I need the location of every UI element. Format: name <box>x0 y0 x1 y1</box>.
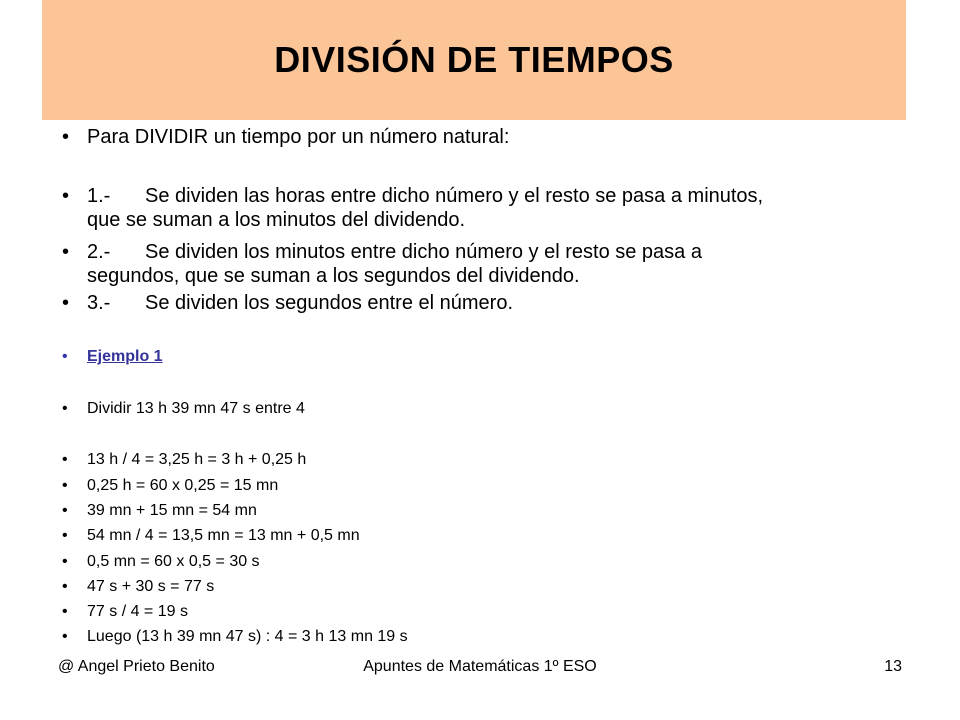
example-line-text: 47 s + 30 s = 77 s <box>87 578 215 595</box>
step-3-line1: Se dividen los segundos entre el número. <box>145 292 514 314</box>
example-link-bullet <box>62 347 912 367</box>
step-1-line2: que se suman a los minutos del dividendo. <box>87 209 466 231</box>
example-line-text: 0,25 h = 60 x 0,25 = 15 mn <box>87 477 279 494</box>
footer-page-number: 13 <box>884 658 902 675</box>
footer-course: Apuntes de Matemáticas 1º ESO <box>363 658 597 675</box>
example-line <box>62 501 912 521</box>
step-2-bullet <box>62 240 912 288</box>
example-line <box>62 627 912 647</box>
step-1-line1: Se dividen las horas entre dicho número y el resto se pasa a minutos, <box>145 185 764 207</box>
footer-author: @ Angel Prieto Benito <box>58 658 215 675</box>
step-1-number: 1.- <box>87 185 111 207</box>
example-line <box>62 577 912 597</box>
example-statement: Dividir 13 h 39 mn 47 s entre 4 <box>87 400 305 417</box>
example-statement-bullet <box>62 399 912 419</box>
example-line-text: 54 mn / 4 = 13,5 mn = 13 mn + 0,5 mn <box>87 527 360 544</box>
example-line-text: 13 h / 4 = 3,25 h = 3 h + 0,25 h <box>87 451 307 468</box>
example-line <box>62 450 912 470</box>
example-line-text: 39 mn + 15 mn = 54 mn <box>87 502 257 519</box>
step-2-line1: Se dividen los minutos entre dicho número y el resto se pasa a <box>145 241 702 263</box>
step-2-line2: segundos, que se suman a los segundos del dividendo. <box>87 265 580 287</box>
step-1-bullet <box>62 184 912 232</box>
slide-title: DIVISIÓN DE TIEMPOS <box>274 39 674 80</box>
intro-text: Para DIVIDIR un tiempo por un número natural: <box>87 126 510 148</box>
title-band <box>42 0 906 120</box>
example-line <box>62 602 912 622</box>
step-2-number: 2.- <box>87 241 111 263</box>
step-3-number: 3.- <box>87 292 111 314</box>
example-line <box>62 552 912 572</box>
example-line-text: 77 s / 4 = 19 s <box>87 603 188 620</box>
example-line <box>62 526 912 546</box>
example-line <box>62 476 912 496</box>
intro-bullet <box>62 125 912 149</box>
example-line-text: 0,5 mn = 60 x 0,5 = 30 s <box>87 553 260 570</box>
example-line-text: Luego (13 h 39 mn 47 s) : 4 = 3 h 13 mn 19 s <box>87 628 408 645</box>
step-3-bullet <box>62 291 912 315</box>
example-1-link[interactable]: Ejemplo 1 <box>87 348 163 365</box>
